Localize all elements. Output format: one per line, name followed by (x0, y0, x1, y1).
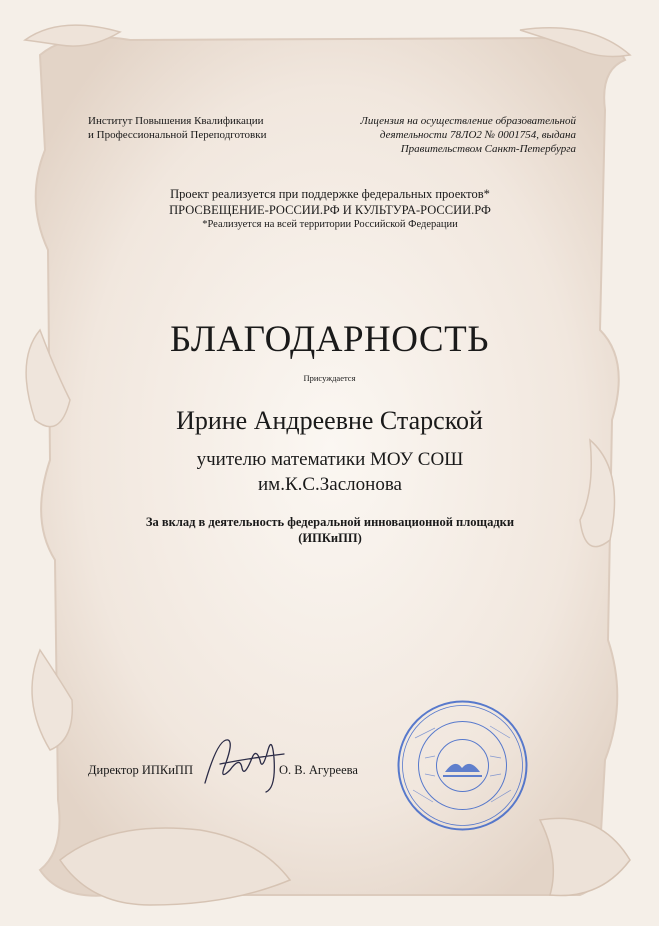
license-line-2: деятельности 78ЛО2 № 0001754, выдана (379, 129, 576, 141)
recipient-name: Ирине Андреевне Старской (176, 406, 483, 435)
support-line-1: Проект реализуется при поддержке федеральных проектов* (170, 187, 490, 201)
position-line-2: им.К.С.Заслонова (258, 474, 402, 495)
certificate-title: БЛАГОДАРНОСТЬ (170, 319, 489, 360)
award-reason (90, 514, 570, 546)
license-line-1: Лицензия на осуществление образовательной (360, 115, 576, 127)
institute-line-2: и Профессиональной Переподготовки (88, 129, 267, 141)
institute-line-1: Институт Повышения Квалификации (88, 115, 264, 127)
director-role: Директор ИПКиПП (88, 763, 193, 777)
institute-name (88, 114, 308, 142)
reason-line-2: (ИПКиПП) (298, 531, 362, 545)
organization-seal (395, 698, 530, 833)
project-support (80, 186, 580, 232)
handwritten-signature (200, 728, 290, 798)
license-line-3: Правительством Санкт-Петербурга (400, 143, 576, 155)
support-note: *Реализуется на всей территории Российской Федерации (202, 219, 458, 230)
awarded-label: Присуждается (303, 373, 356, 383)
recipient-position (100, 447, 560, 497)
director-name: О. В. Агуреева (279, 763, 358, 777)
position-line-1: учителю математики МОУ СОШ (196, 449, 464, 470)
reason-line-1: За вклад в деятельность федеральной инновационной площадки (145, 515, 515, 529)
support-line-2: ПРОСВЕЩЕНИЕ-РОССИИ.РФ И КУЛЬТУРА-РОССИИ.РФ (169, 203, 491, 217)
license-info (305, 114, 576, 156)
